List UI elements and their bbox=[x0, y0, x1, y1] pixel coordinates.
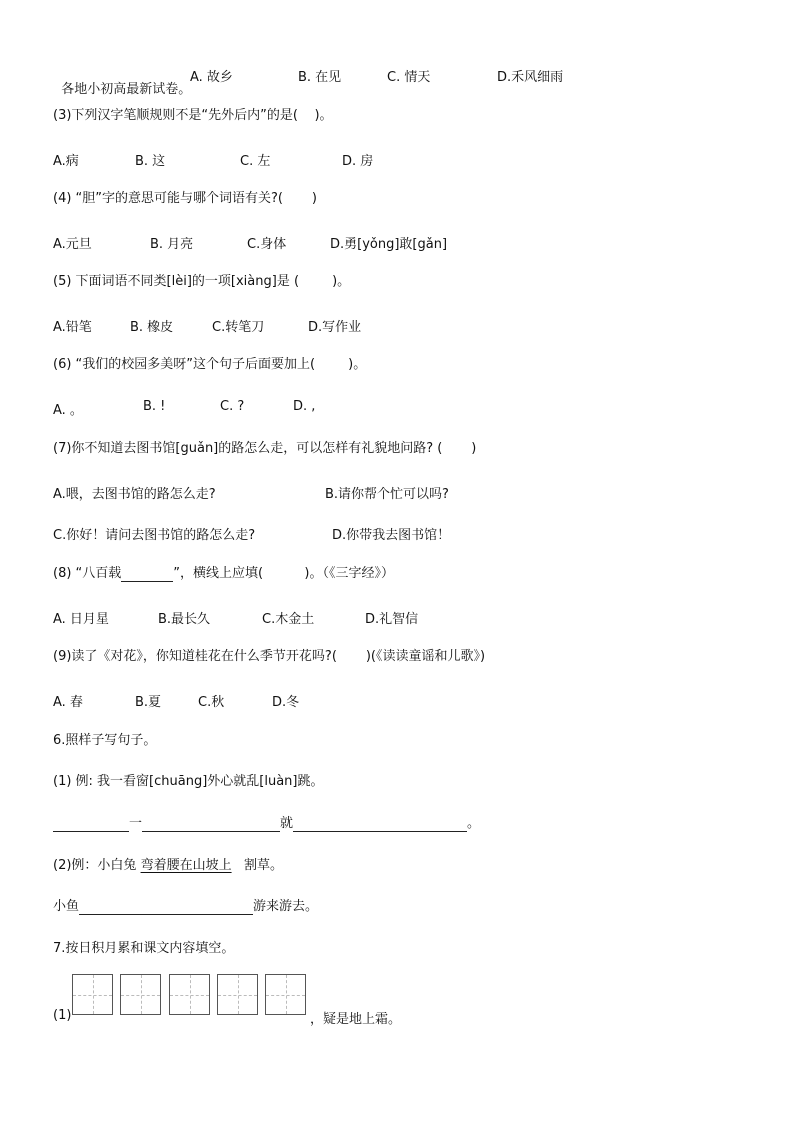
q5-option-a: A.铅笔 bbox=[53, 320, 92, 335]
fill-1-word-1: 一 bbox=[129, 816, 143, 831]
q9-option-a: A. 春 bbox=[53, 695, 83, 710]
q4-option-a: A.元旦 bbox=[53, 237, 92, 252]
q4-option-b: B. 月亮 bbox=[150, 237, 194, 252]
writing-box-1[interactable] bbox=[72, 974, 113, 1015]
intro-option-a: A. 故乡 bbox=[190, 70, 233, 85]
example-2-underlined-phrase: 弯着腰在山坡上 bbox=[140, 858, 232, 873]
item-1-label: (1) bbox=[53, 1008, 72, 1023]
q6-option-c: C. ? bbox=[220, 399, 245, 414]
q3-option-a: A.病 bbox=[53, 154, 79, 169]
q7-option-a: A.喂，去图书馆的路怎么走? bbox=[53, 487, 216, 502]
q8-stem-after: ”，横线上应填( )。（《三字经》） bbox=[173, 566, 394, 581]
question-6-stem: (6) “我们的校园多美呀”这个句子后面要加上( )。 bbox=[53, 357, 367, 372]
section-6-title: 6.照样子写句子。 bbox=[53, 733, 157, 748]
q8-blank[interactable] bbox=[121, 568, 173, 582]
q3-option-c: C. 左 bbox=[240, 154, 271, 169]
intro-stem: 各地小初高最新试卷。 bbox=[61, 82, 192, 97]
q9-option-b: B.夏 bbox=[135, 695, 162, 710]
question-9-stem: (9)读了《对花》，你知道桂花在什么季节开花吗?( )(《读读童谣和儿歌》) bbox=[53, 649, 486, 664]
fill-1-blank-2[interactable] bbox=[142, 818, 280, 832]
question-5-stem: (5) 下面词语不同类[lèi]的一项[xiàng]是 ( )。 bbox=[53, 274, 351, 289]
q4-option-d: D.勇[yǒng]敢[gǎn] bbox=[330, 237, 448, 252]
q8-option-d: D.礼智信 bbox=[365, 612, 419, 627]
writing-box-5[interactable] bbox=[265, 974, 306, 1015]
question-4-stem: (4) “胆”字的意思可能与哪个词语有关?( ) bbox=[53, 191, 317, 206]
question-8-stem bbox=[53, 566, 394, 582]
writing-box-3[interactable] bbox=[169, 974, 210, 1015]
q8-option-a: A. 日月星 bbox=[53, 612, 109, 627]
q3-option-d: D. 房 bbox=[342, 154, 374, 169]
q6-option-b: B. ! bbox=[143, 399, 166, 414]
question-7-stem: (7)你不知道去图书馆[guǎn]的路怎么走，可以怎样有礼貌地问路? ( ) bbox=[53, 441, 477, 456]
q9-option-c: C.秋 bbox=[198, 695, 225, 710]
q9-option-d: D.冬 bbox=[272, 695, 300, 710]
q4-option-c: C.身体 bbox=[247, 237, 287, 252]
fill-2-end: 游来游去。 bbox=[253, 899, 319, 914]
fill-1-end: 。 bbox=[467, 816, 481, 831]
q8-stem-before: (8) “八百载 bbox=[53, 566, 122, 581]
intro-option-b: B. 在见 bbox=[298, 70, 342, 85]
fill-1-blank-1[interactable] bbox=[53, 818, 129, 832]
intro-option-c: C. 情天 bbox=[387, 70, 431, 85]
question-3-stem: (3)下列汉字笔顺规则不是“先外后内”的是( )。 bbox=[53, 108, 333, 123]
q7-option-d: D.你带我去图书馆！ bbox=[332, 528, 451, 543]
fill-2-start: 小鱼 bbox=[53, 899, 80, 914]
q8-option-b: B.最长久 bbox=[158, 612, 211, 627]
section-7-title: 7.按日积月累和课文内容填空。 bbox=[53, 941, 235, 956]
section-6-fill-2 bbox=[53, 899, 318, 915]
q6-option-a: A. 。 bbox=[53, 403, 83, 418]
q5-option-c: C.转笔刀 bbox=[212, 320, 265, 335]
fill-2-blank[interactable] bbox=[79, 901, 253, 915]
intro-option-d: D.禾风细雨 bbox=[497, 70, 564, 85]
q5-option-d: D.写作业 bbox=[308, 320, 362, 335]
fill-1-blank-3[interactable] bbox=[293, 818, 467, 832]
q5-option-b: B. 橡皮 bbox=[130, 320, 174, 335]
writing-box-2[interactable] bbox=[120, 974, 161, 1015]
section-6-example-2 bbox=[53, 858, 283, 874]
q7-option-c: C.你好！请问去图书馆的路怎么走? bbox=[53, 528, 256, 543]
fill-1-word-2: 就 bbox=[280, 816, 294, 831]
item-1-end: ，疑是地上霜。 bbox=[310, 1012, 402, 1027]
q7-option-b: B.请你帮个忙可以吗? bbox=[325, 487, 449, 502]
section-7-item-1 bbox=[53, 974, 453, 1027]
q8-option-c: C.木金土 bbox=[262, 612, 315, 627]
example-2-end: 割草。 bbox=[243, 858, 283, 873]
q6-option-d: D. , bbox=[293, 399, 316, 414]
writing-box-4[interactable] bbox=[217, 974, 258, 1015]
section-6-fill-1 bbox=[53, 816, 480, 832]
q3-option-b: B. 这 bbox=[135, 154, 166, 169]
example-2-label: (2)例：小白兔 bbox=[53, 858, 137, 873]
section-6-example-1: (1) 例: 我一看窗[chuāng]外心就乱[luàn]跳。 bbox=[53, 774, 324, 789]
